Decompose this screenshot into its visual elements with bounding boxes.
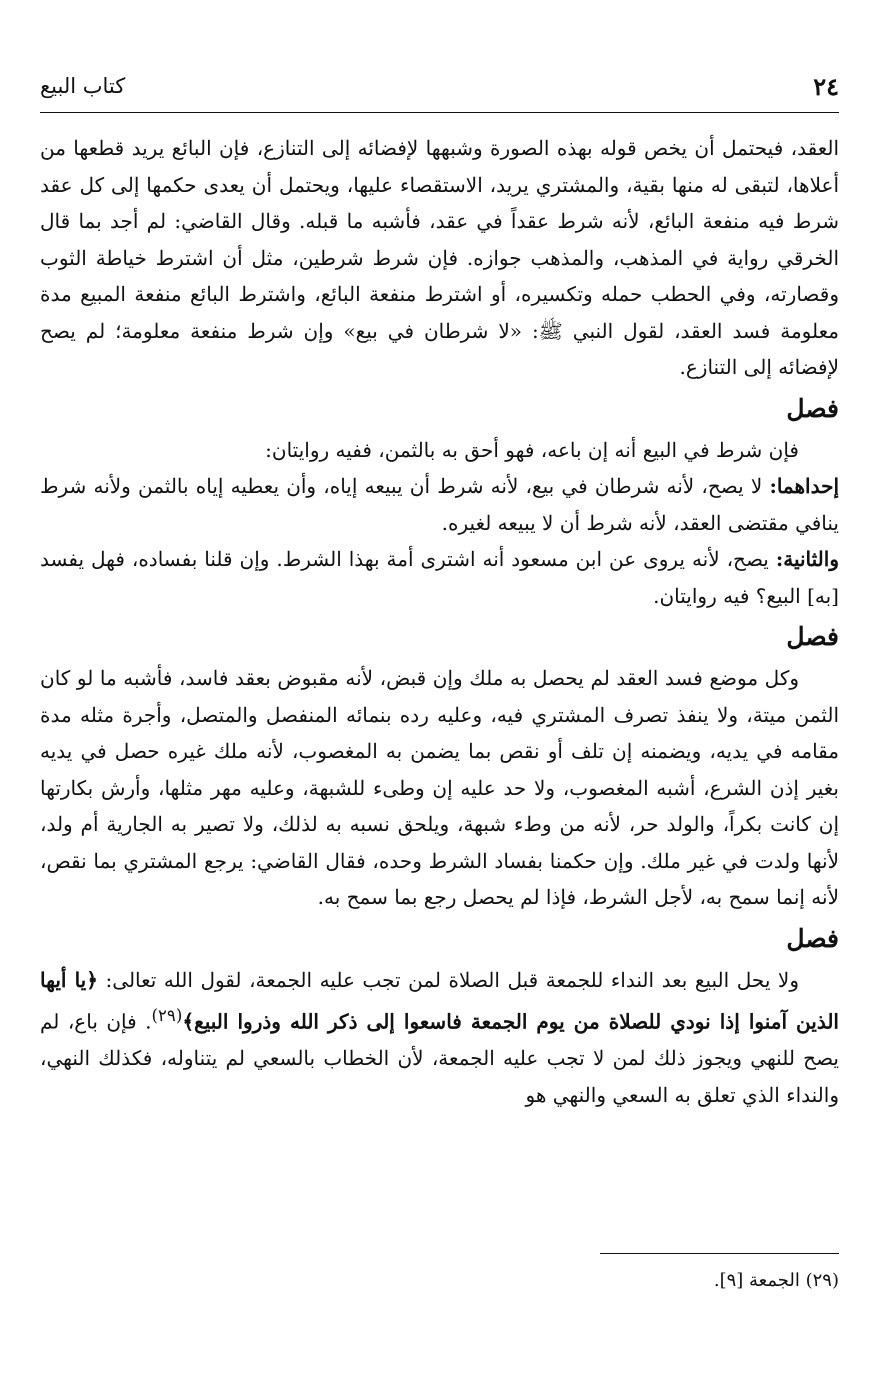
paragraph-text: لا يصح، لأنه شرطان في بيع، لأنه شرط أن يبيعه إياه، وأن يعطيه إياه بالثمن ولأنه شرط ينافي مقتضى العقد، لأنه شرط أن لا يبيعه لغيره.: [40, 474, 839, 535]
paragraph-text: . فإن باع، لم يصح للنهي ويجوز ذلك لمن لا تجب عليه الجمعة، لأن الخطاب بالسعي لم يتناوله، فكذلك النهي، والنداء الذي تعلق به السعي والنهي هو: [40, 1009, 839, 1107]
header-rule: [40, 112, 839, 113]
paragraph-text: ولا يحل البيع بعد النداء للجمعة قبل الصلاة لمن تجب عليه الجمعة، لقول الله تعالى:: [97, 967, 799, 992]
section-heading: فصل: [786, 393, 839, 423]
body-text: [40, 130, 839, 1113]
paragraph-continuation: العقد، فيحتمل أن يخص قوله بهذه الصورة وشبهها لإفضائه إلى التنازع، فإن البائع يريد قطعها من أعلاها، لتبقى له منها بقية، والمشتري يريد، الاستقصاء عليها، ويحتمل أن يعدى حكمها إلى كل عقد شرط فيه منفعة البائع، لأنه شرط عقداً في عقد، فأشبه ما قبله. وقال القاضي: لم أجد بما قال الخرقي رواية في المذهب، والمذهب جوازه. فإن شرط شرطين، مثل أن اشترط خياطة الثوب وقصارته، وفي الحطب حمله وتكسيره، أو اشترط منفعة البائع، واشترط البائع منفعة المبيع مدة معلومة فسد العقد، لقول النبي ﷺ: «لا شرطان في بيع» وإن شرط منفعة معلومة؛ لم يصح لإفضائه إلى التنازع.: [40, 136, 839, 379]
running-title: كتاب البيع: [40, 74, 126, 98]
page-number: ٢٤: [813, 72, 839, 101]
paragraph-text: يصح، لأنه يروى عن ابن مسعود أنه اشترى أمة بهذا الشرط. وإن قلنا بفساده، فهل يفسد [به] البيع؟ فيه روايتان.: [40, 547, 839, 608]
footnote-reference[interactable]: (٢٩): [151, 1006, 183, 1025]
paragraph: [40, 541, 839, 614]
footnote: (٢٩) الجمعة [٩].: [713, 1270, 839, 1291]
paragraph-lead: والثانية:: [775, 547, 839, 571]
quran-verse: ﴿يا أيها الذين آمنوا إذا نودي للصلاة من يوم الجمعة فاسعوا إلى ذكر الله وذروا البيع﴾: [40, 967, 839, 1034]
running-head: [40, 72, 839, 112]
paragraph: فإن شرط في البيع أنه إن باعه، فهو أحق به بالثمن، ففيه روايتان:: [265, 437, 799, 462]
section-heading: فصل: [786, 923, 839, 953]
paragraph: وكل موضع فسد العقد لم يحصل به ملك وإن قبض، لأنه مقبوض بعقد فاسد، فأشبه ما لو كان الثمن ميتة، ولا ينفذ تصرف المشتري فيه، وعليه رده بنمائه المنفصل والمتصل، وأجرة مثله مدة مقامه في يديه، ويضمنه إن تلف أو نقص بما يضمن به المغصوب، لأنه ملك غيره حصل في يديه بغير إذن الشرع، أشبه المغصوب، ولا حد عليه إن وطىء للشبهة، وعليه مهر مثلها، وأرش بكارتها إن كانت بكراً، والولد حر، لأنه من وطء شبهة، ويلحق نسبه به لذلك، ولا تصير به الجارية أم ولد، لأنها ولدت في غير ملك. وإن حكمنا بفساد الشرط وحده، فقال القاضي: يرجع المشتري بما نقص، لأنه إنما سمح به، لأجل الشرط، فإذا لم يحصل رجع بما سمح به.: [40, 666, 839, 909]
paragraph: [40, 468, 839, 541]
section-heading: فصل: [786, 622, 839, 651]
paragraph: [40, 962, 839, 1114]
paragraph-lead: إحداهما:: [769, 474, 839, 498]
footnote-rule: [600, 1253, 839, 1254]
